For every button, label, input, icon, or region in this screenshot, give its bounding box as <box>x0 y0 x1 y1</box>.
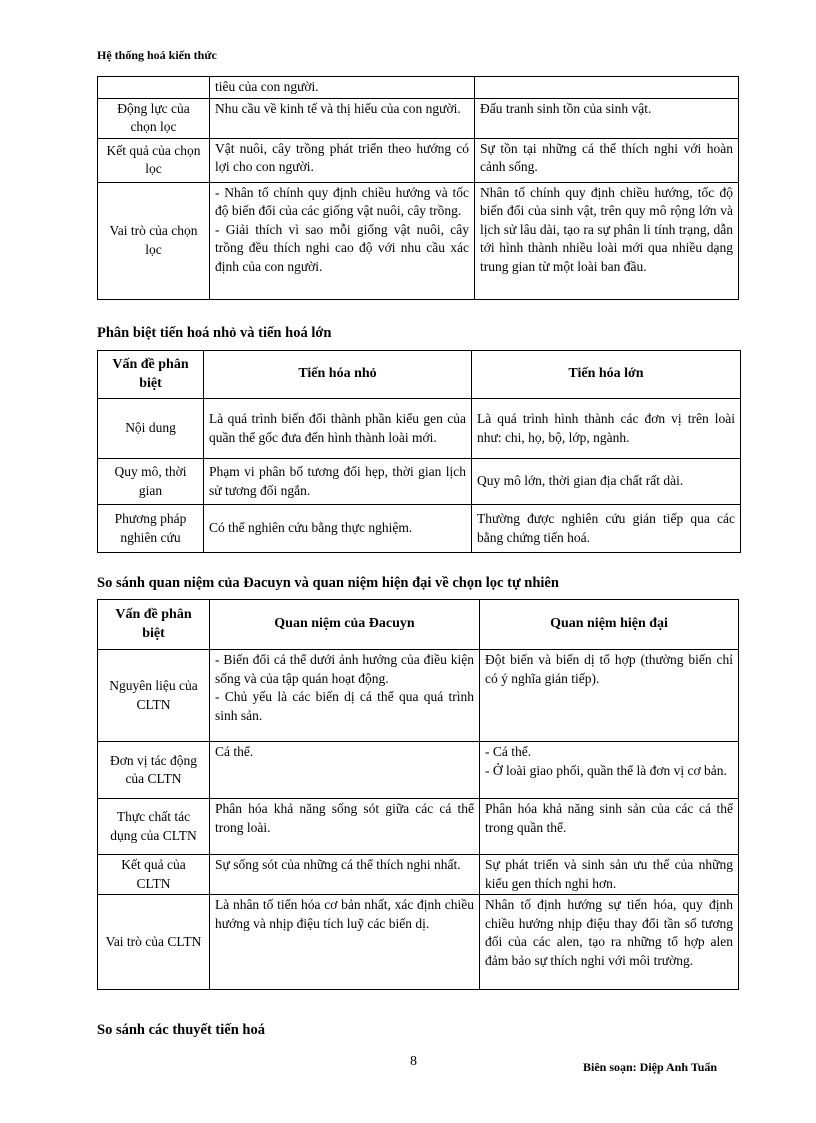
cell-darwin: Phân hóa khả năng sống sót giữa các cá thể trong loài. <box>210 799 480 855</box>
row-label: Động lực của chọn lọc <box>98 98 210 138</box>
section-title: Phân biệt tiến hoá nhỏ và tiến hoá lớn <box>97 325 332 341</box>
column-header: Vấn đề phân biệt <box>98 351 204 399</box>
cell-darwin: Là nhân tố tiến hóa cơ bản nhất, xác định chiều hướng và nhịp điệu tích luỹ các biến dị. <box>210 895 480 990</box>
cell-artificial: Nhu cầu về kinh tế và thị hiếu của con người. <box>210 98 475 138</box>
page-number: 8 <box>410 1054 417 1069</box>
cell-macro: Quy mô lớn, thời gian địa chất rất dài. <box>472 459 741 505</box>
row-label: Nội dung <box>98 399 204 459</box>
selection-comparison-table <box>97 76 739 300</box>
table-row <box>98 459 741 505</box>
table-row <box>98 650 739 742</box>
row-label: Phương pháp nghiên cứu <box>98 505 204 553</box>
table-row <box>98 895 739 990</box>
cell-artificial: - Nhân tố chính quy định chiều hướng và tốc độ biến đổi của các giống vật nuôi, cây trồng. - Giải thích vì sao mỗi giống vật nuôi, cây trồng đều thích nghi cao độ với nhu cầu xác định của con người. <box>210 182 475 299</box>
row-label: Nguyên liệu của CLTN <box>98 650 210 742</box>
table-row <box>98 98 739 138</box>
table-row <box>98 799 739 855</box>
cell-macro: Là quá trình hình thành các đơn vị trên loài như: chi, họ, bộ, lớp, ngành. <box>472 399 741 459</box>
cell-modern: Phân hóa khả năng sinh sản của các cá thể trong quần thể. <box>480 799 739 855</box>
table-row <box>98 182 739 299</box>
row-label <box>98 77 210 99</box>
row-label: Vai trò của chọn lọc <box>98 182 210 299</box>
column-header: Tiến hóa lớn <box>472 351 741 399</box>
column-header: Vấn đề phân biệt <box>98 600 210 650</box>
table-header-row <box>98 600 739 650</box>
cell-micro: Phạm vi phân bố tương đối hẹp, thời gian lịch sử tương đối ngắn. <box>204 459 472 505</box>
table-header-row <box>98 351 741 399</box>
cell-artificial: Vật nuôi, cây trồng phát triển theo hướng có lợi cho con người. <box>210 138 475 182</box>
table-row <box>98 505 741 553</box>
section-title: So sánh quan niệm của Đacuyn và quan niệm hiện đại về chọn lọc tự nhiên <box>97 575 559 591</box>
row-label: Kết quả của chọn lọc <box>98 138 210 182</box>
column-header: Quan niệm của Đacuyn <box>210 600 480 650</box>
row-label: Thực chất tác dụng của CLTN <box>98 799 210 855</box>
darwin-modern-comparison-table <box>97 599 739 990</box>
table-row <box>98 77 739 99</box>
author-credit: Biên soạn: Diệp Anh Tuấn <box>583 1060 718 1074</box>
cell-artificial: tiêu của con người. <box>210 77 475 99</box>
cell-natural: Sự tồn tại những cá thể thích nghi với hoàn cảnh sống. <box>475 138 739 182</box>
column-header: Tiến hóa nhỏ <box>204 351 472 399</box>
row-label: Kết quả của CLTN <box>98 855 210 895</box>
cell-natural <box>475 77 739 99</box>
cell-modern: Nhân tố định hướng sự tiến hóa, quy định chiều hướng nhịp điệu thay đổi tần số tương đối của các alen, tạo ra những tổ hợp alen đảm bảo sự thích nghi với môi trường. <box>480 895 739 990</box>
cell-modern: - Cá thể. - Ở loài giao phối, quần thể là đơn vị cơ bản. <box>480 742 739 799</box>
row-label: Vai trò của CLTN <box>98 895 210 990</box>
row-label: Quy mô, thời gian <box>98 459 204 505</box>
cell-macro: Thường được nghiên cứu gián tiếp qua các bằng chứng tiến hoá. <box>472 505 741 553</box>
table-row <box>98 138 739 182</box>
document-header: Hệ thống hoá kiến thức <box>97 48 217 62</box>
cell-darwin: Cá thể. <box>210 742 480 799</box>
section-title: So sánh các thuyết tiến hoá <box>97 1022 265 1038</box>
cell-modern: Sự phát triển và sinh sản ưu thế của những kiểu gen thích nghi hơn. <box>480 855 739 895</box>
cell-micro: Là quá trình biến đổi thành phần kiểu gen của quần thể gốc đưa đến hình thành loài mới. <box>204 399 472 459</box>
cell-natural: Đấu tranh sinh tồn của sinh vật. <box>475 98 739 138</box>
micro-macro-evolution-table <box>97 350 741 553</box>
row-label: Đơn vị tác động của CLTN <box>98 742 210 799</box>
cell-darwin: - Biến đổi cá thể dưới ảnh hưởng của điều kiện sống và của tập quán hoạt động. - Chủ yếu là các biến dị cá thể qua quá trình sinh sản. <box>210 650 480 742</box>
cell-modern: Đột biến và biến dị tổ hợp (thường biến chỉ có ý nghĩa gián tiếp). <box>480 650 739 742</box>
table-row <box>98 399 741 459</box>
table-row <box>98 855 739 895</box>
table-row <box>98 742 739 799</box>
column-header: Quan niệm hiện đại <box>480 600 739 650</box>
cell-natural: Nhân tố chính quy định chiều hướng, tốc độ biến đổi của sinh vật, trên quy mô rộng lớn và lịch sử lâu dài, tạo ra sự phân li tính trạng, dẫn tới hình thành nhiều loài mới qua nhiều dạng trung gian từ một loài ban đầu. <box>475 182 739 299</box>
cell-micro: Có thể nghiên cứu bằng thực nghiệm. <box>204 505 472 553</box>
cell-darwin: Sự sống sót của những cá thể thích nghi nhất. <box>210 855 480 895</box>
